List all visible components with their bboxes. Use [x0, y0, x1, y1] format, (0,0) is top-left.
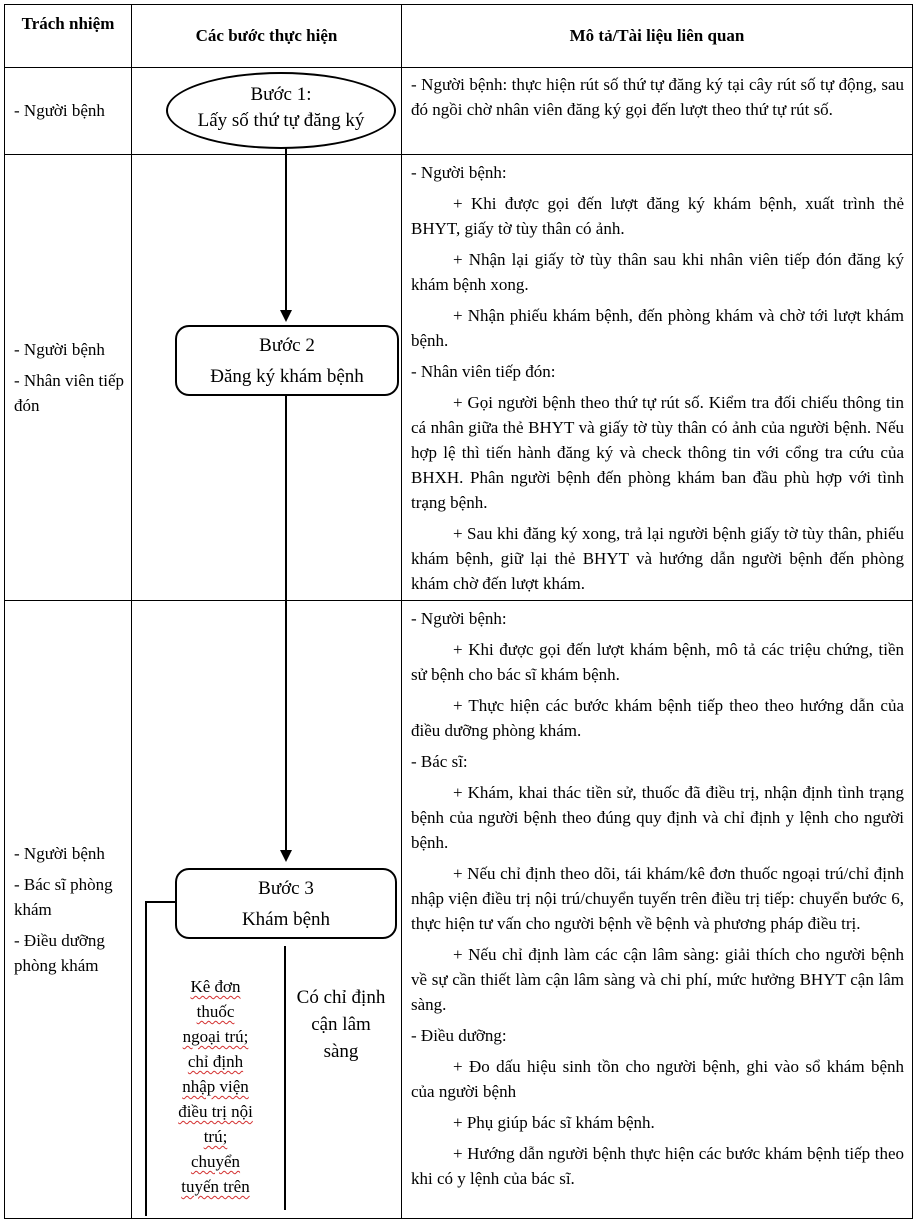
row2-responsible [14, 337, 126, 424]
branch-connector-left [145, 901, 176, 903]
step3-box [175, 868, 397, 939]
description-paragraph: + Nhận phiếu khám bệnh, đến phòng khám và chờ tới lượt khám bệnh. [411, 306, 904, 350]
step2-name: Đăng ký khám bệnh [210, 366, 364, 387]
description-paragraph: + Khám, khai thác tiền sử, thuốc đã điều trị, nhận định tình trạng bệnh của người bệnh theo đúng quy định và chỉ định y lệnh cho người bệnh. [411, 783, 904, 852]
description-paragraph: + Gọi người bệnh theo thứ tự rút số. Kiểm tra đối chiếu thông tin cá nhân giữa thẻ BHYT và giấy tờ tùy thân có ảnh của người bệnh. Nếu hợp lệ thì tiến hành đăng ký và check thông tin với cổng tra cứu của BHXH. Phân người bệnh đến phòng khám ban đầu phù hợp với tình trạng bệnh. [411, 393, 904, 512]
table-border-right [912, 4, 913, 1219]
step1-ellipse [166, 72, 396, 149]
row1-divider [4, 154, 913, 155]
row3-description [411, 606, 904, 1197]
row3-responsible [14, 841, 126, 984]
branch-left-line: Kê đơn [190, 977, 241, 996]
branch-left-line: trú; [203, 1127, 228, 1146]
branch-left-line: chuyển [190, 1152, 241, 1171]
row1-description [411, 72, 904, 128]
description-paragraph: + Nếu chỉ định theo dõi, tái khám/kê đơn thuốc ngoại trú/chỉ định nhập viện điều trị nội trú/chuyển tuyến trên điều trị tiếp: chuyển bước 6, thực hiện tư vấn cho người bệnh về bệnh và phương pháp điều trị. [411, 864, 904, 933]
description-paragraph: - Nhân viên tiếp đón: [411, 362, 556, 381]
step1-name: Lấy số thứ tự đăng ký [197, 110, 365, 131]
column-divider-2 [401, 4, 402, 1219]
responsible-item: - Người bệnh [14, 340, 105, 359]
arrowhead-2 [280, 850, 292, 862]
branch-left-line: thuốc [196, 1002, 235, 1021]
header-responsibility: Trách nhiệm [21, 14, 115, 33]
branch-right-label [286, 984, 396, 1065]
step2-box [175, 325, 399, 396]
branch-right-line: Có chỉ định [296, 987, 386, 1008]
description-paragraph: + Thực hiện các bước khám bệnh tiếp theo theo hướng dẫn của điều dưỡng phòng khám. [411, 696, 904, 740]
flow-arrow-2 [285, 396, 287, 851]
description-paragraph: - Người bệnh: [411, 609, 507, 628]
branch-left-line: điều trị nội [178, 1102, 253, 1121]
column-divider-1 [131, 4, 132, 1219]
step3-name: Khám bệnh [241, 909, 331, 930]
responsible-item: - Bác sĩ phòng khám [14, 875, 113, 919]
step2-title: Bước 2 [259, 335, 315, 356]
responsible-item: - Nhân viên tiếp đón [14, 371, 124, 415]
description-paragraph: + Sau khi đăng ký xong, trả lại người bệnh giấy tờ tùy thân, phiếu khám bệnh, giữ lại thẻ BHYT và hướng dẫn người bệnh đến phòng khám chờ đến lượt khám. [411, 524, 904, 593]
branch-line-left [145, 901, 147, 1216]
description-paragraph: - Người bệnh: thực hiện rút số thứ tự đăng ký tại cây rút số tự động, sau đó ngồi chờ nhân viên đăng ký gọi đến lượt theo thứ tự rút số. [411, 75, 904, 119]
branch-left-line: ngoại trú; [182, 1027, 249, 1046]
description-paragraph: - Người bệnh: [411, 163, 507, 182]
header-description: Mô tả/Tài liệu liên quan [569, 26, 745, 45]
branch-right-line: sàng [323, 1041, 359, 1062]
description-paragraph: + Khi được gọi đến lượt đăng ký khám bệnh, xuất trình thẻ BHYT, giấy tờ tùy thân có ảnh. [411, 194, 904, 238]
row2-description [411, 160, 904, 602]
description-paragraph: + Nhận lại giấy tờ tùy thân sau khi nhân viên tiếp đón đăng ký khám bệnh xong. [411, 250, 904, 294]
arrowhead-1 [280, 310, 292, 322]
table-border-top [4, 4, 913, 5]
description-paragraph: + Hướng dẫn người bệnh thực hiện các bước khám bệnh tiếp theo khi có y lệnh của bác sĩ. [411, 1144, 904, 1188]
header-divider [4, 67, 913, 68]
branch-right-line: cận lâm [311, 1014, 371, 1035]
table-border-left [4, 4, 5, 1219]
description-paragraph: - Điều dưỡng: [411, 1026, 507, 1045]
description-paragraph: + Đo dấu hiệu sinh tồn cho người bệnh, ghi vào sổ khám bệnh của người bệnh [411, 1057, 904, 1101]
responsible-item: - Người bệnh [14, 101, 105, 120]
flow-arrow-1 [285, 148, 287, 311]
branch-left-label [148, 974, 283, 1199]
branch-left-line: nhập viện [182, 1077, 249, 1096]
description-paragraph: - Bác sĩ: [411, 752, 468, 771]
responsible-item: - Điều dưỡng phòng khám [14, 931, 105, 975]
branch-left-line: chỉ định [187, 1052, 244, 1071]
step3-title: Bước 3 [258, 878, 314, 899]
description-paragraph: + Khi được gọi đến lượt khám bệnh, mô tả các triệu chứng, tiền sử bệnh cho bác sĩ khám bệnh. [411, 640, 904, 684]
row1-responsible [14, 98, 126, 129]
branch-left-line: tuyến trên [181, 1177, 250, 1196]
description-paragraph: + Phụ giúp bác sĩ khám bệnh. [453, 1113, 655, 1132]
header-steps: Các bước thực hiện [195, 26, 338, 45]
responsible-item: - Người bệnh [14, 844, 105, 863]
step1-title: Bước 1: [250, 84, 312, 105]
table-border-bottom [4, 1218, 913, 1219]
description-paragraph: + Nếu chỉ định làm các cận lâm sàng: giải thích cho người bệnh về sự cần thiết làm cận lâm sàng và chi phí, mức hưởng BHYT cận lâm sàng. [411, 945, 904, 1014]
